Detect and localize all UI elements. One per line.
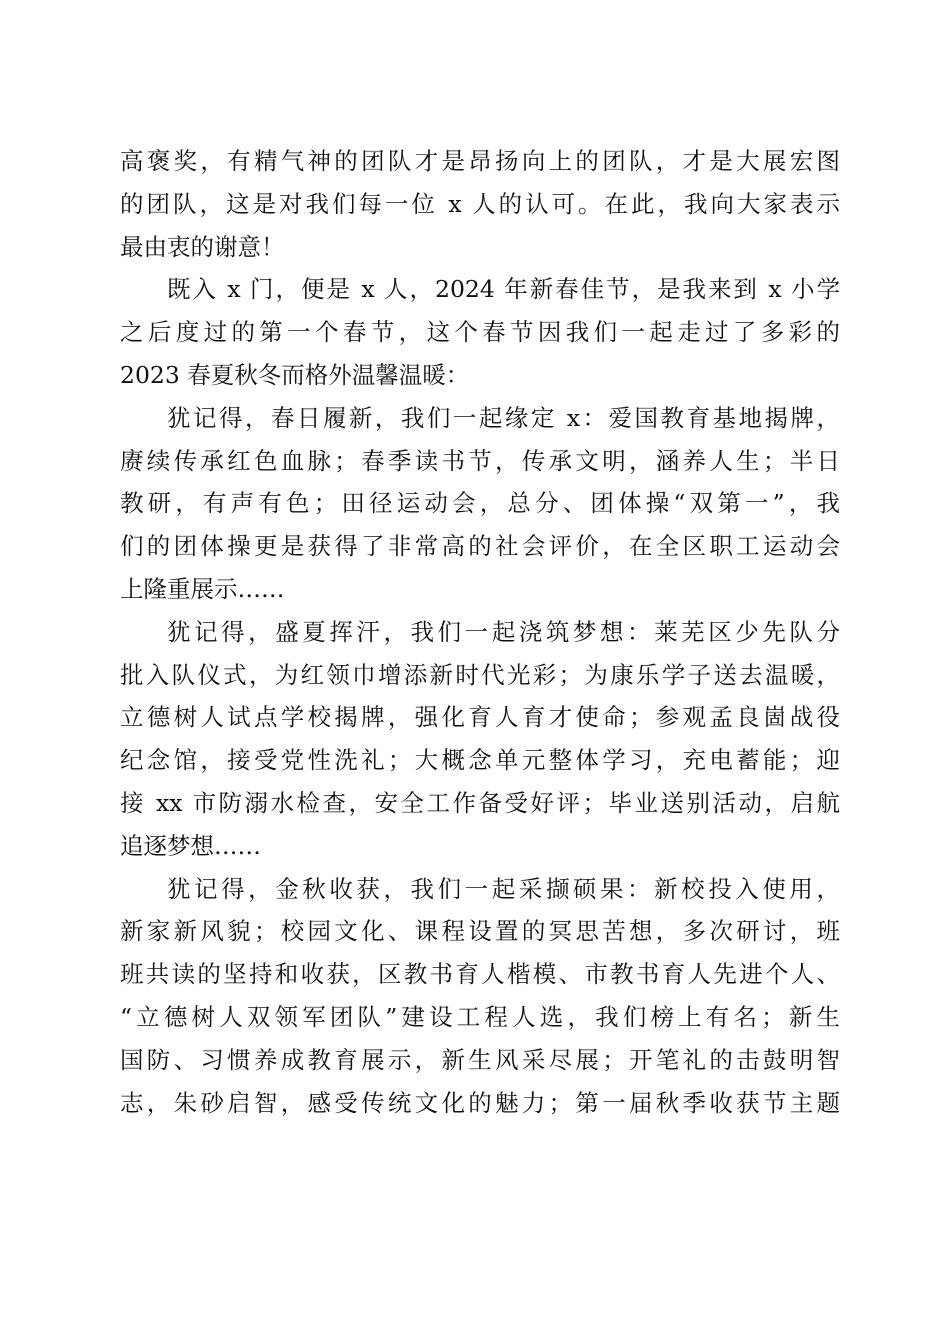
text-line: 国防、习惯养成教育展示，新生风采尽展；开笔礼的击鼓明智: [120, 1045, 840, 1074]
text-line: 之后度过的第一个春节，这个春节因我们一起走过了多彩的: [120, 318, 840, 347]
text-line: 2023 春夏秋冬而格外温馨温暖：: [120, 360, 470, 389]
text-line: 接 xx 市防溺水检查，安全工作备受好评；毕业送别活动，启航: [120, 788, 840, 817]
paragraph-first-line: 犹记得，春日履新，我们一起缘定 x：爱国教育基地揭牌，: [167, 403, 840, 432]
text-line: 立德树人试点学校揭牌，强化育人育才使命；参观孟良崮战役: [120, 703, 840, 732]
paragraph-first-line: 既入 x 门，便是 x 人，2024 年新春佳节，是我来到 x 小学: [167, 275, 840, 304]
text-line: 高褒奖，有精气神的团队才是昂扬向上的团队，才是大展宏图: [120, 147, 840, 175]
text-line: 批入队仪式，为红领巾增添新时代光彩；为康乐学子送去温暖，: [120, 660, 840, 689]
paragraph-first-line: 犹记得，盛夏挥汗，我们一起浇筑梦想：莱芜区少先队分: [167, 617, 840, 646]
text-line: 教研，有声有色；田径运动会，总分、团体操“双第一”，我: [120, 489, 840, 518]
text-line: 纪念馆，接受党性洗礼；大概念单元整体学习，充电蓄能；迎: [120, 746, 840, 775]
text-line: 最由衷的谢意！: [120, 232, 285, 261]
text-line: “立德树人双领军团队”建设工程人选，我们榜上有名；新生: [120, 1002, 840, 1031]
text-line: 志，朱砂启智，感受传统文化的魅力；第一届秋季收获节主题: [120, 1088, 840, 1117]
text-line: 上隆重展示……: [120, 574, 285, 603]
text-line: 班共读的坚持和收获，区教书育人楷模、市教书育人先进个人、: [120, 960, 840, 989]
text-line: 新家新风貌；校园文化、课程设置的冥思苦想，多次研讨，班: [120, 917, 840, 946]
text-line: 追逐梦想……: [120, 831, 261, 860]
body-text: [120, 140, 840, 1124]
paragraph-first-line: 犹记得，金秋收获，我们一起采撷硕果：新校投入使用，: [167, 874, 840, 903]
text-line: 的团队，这是对我们每一位 x 人的认可。在此，我向大家表示: [120, 189, 840, 218]
text-line: 赓续传承红色血脉；春季读书节，传承文明，涵养人生；半日: [120, 446, 840, 475]
text-line: 们的团体操更是获得了非常高的社会评价，在全区职工运动会: [120, 532, 840, 561]
